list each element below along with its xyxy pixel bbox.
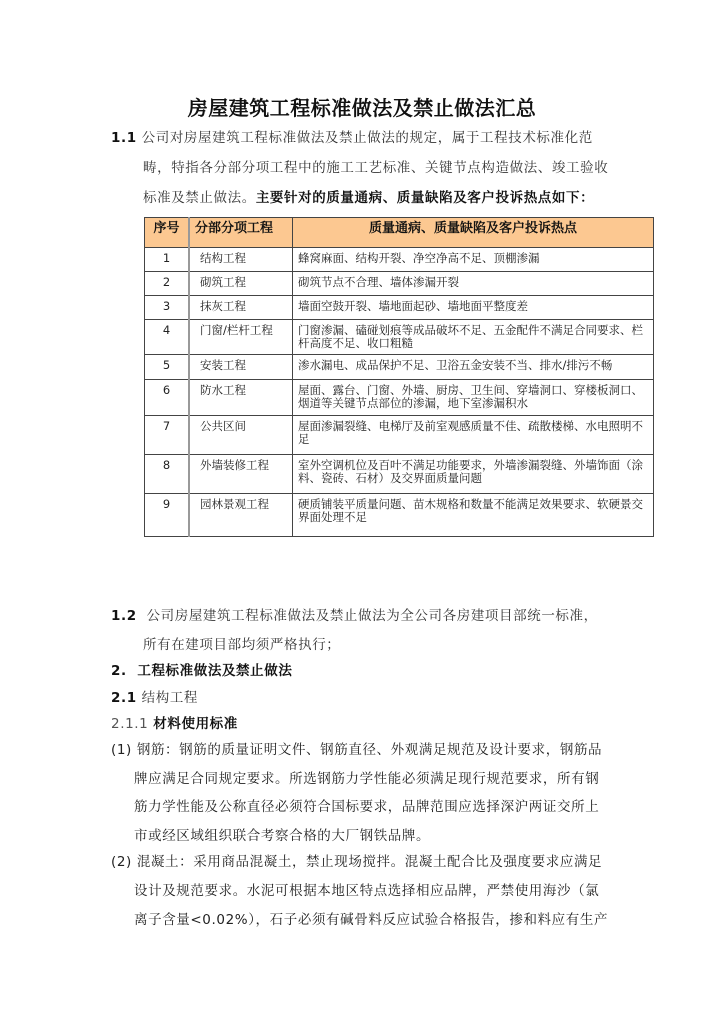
- row-issues: 砌筑节点不合理、墙体渗漏开裂: [293, 272, 654, 296]
- header-no: 序号: [145, 218, 190, 248]
- header-issues: 质量通病、质量缺陷及客户投诉热点: [293, 218, 654, 248]
- header-item: 分部分项工程: [189, 218, 293, 248]
- section-2-heading: [111, 659, 292, 679]
- document-title: 房屋建筑工程标准做法及禁止做法汇总: [187, 96, 537, 120]
- table-row: [145, 248, 654, 272]
- section-2-1-heading: [111, 686, 198, 706]
- paragraph-text: 公司对房屋建筑工程标准做法及禁止做法的规定，属于工程技术标准化范: [141, 130, 593, 146]
- row-item-name: 安装工程: [189, 355, 293, 380]
- section-number: 2.1: [111, 690, 137, 706]
- table-row: [145, 380, 654, 416]
- section-1-1-line1: [111, 126, 593, 146]
- row-issues: 蜂窝麻面、结构开裂、净空净高不足、顶棚渗漏: [293, 248, 654, 272]
- row-number: 1: [145, 248, 190, 272]
- item1-line: 市或经区域组织联合考察合格的大厂钢铁品牌。: [134, 828, 431, 844]
- item-number: (2): [111, 854, 132, 870]
- row-number: 6: [145, 380, 190, 416]
- table-row: [145, 272, 654, 296]
- row-item-name: 门窗/栏杆工程: [189, 320, 293, 355]
- row-issues: 屋面、露台、门窗、外墙、厨房、卫生间、穿墙洞口、穿楼板洞口、烟道等关键节点部位的渗漏，地下室渗漏积水: [293, 380, 654, 416]
- quality-issues-table: [144, 217, 654, 537]
- row-issues: 墙面空鼓开裂、墙地面起砂、墙地面平整度差: [293, 296, 654, 320]
- section-number: 2.1.1: [111, 716, 149, 732]
- item1-line: [111, 738, 602, 758]
- table-row: [145, 296, 654, 320]
- table-row: [145, 416, 654, 455]
- row-issues: 室外空调机位及百叶不满足功能要求，外墙渗漏裂缝、外墙饰面（涂料、瓷砖、石材）及交界面质量问题: [293, 455, 654, 494]
- item1-line: 牌应满足合同规定要求。所选钢筋力学性能必须满足现行规范要求，所有钢: [134, 771, 600, 787]
- row-issues: 门窗渗漏、磕碰划痕等成品破坏不足、五金配件不满足合同要求、栏杆高度不足、收口粗糙: [293, 320, 654, 355]
- paragraph-text: 标准及禁止做法。: [143, 190, 256, 206]
- row-number: 9: [145, 494, 190, 537]
- heading-text: 工程标准做法及禁止做法: [137, 663, 293, 679]
- table-row: [145, 355, 654, 380]
- section-number: 2.: [111, 663, 127, 679]
- section-1-2-line2: 所有在建项目部均须严格执行；: [143, 637, 341, 653]
- heading-text: 材料使用标准: [153, 716, 238, 732]
- table-row: [145, 320, 654, 355]
- row-number: 5: [145, 355, 190, 380]
- row-issues: 屋面渗漏裂缝、电梯厅及前室观感质量不佳、疏散楼梯、水电照明不足: [293, 416, 654, 455]
- paragraph-text: 公司房屋建筑工程标准做法及禁止做法为全公司各房建项目部统一标准，: [146, 608, 598, 624]
- row-number: 4: [145, 320, 190, 355]
- section-1-1-line3: [143, 186, 594, 206]
- paragraph-bold-text: 主要针对的质量通病、质量缺陷及客户投诉热点如下：: [255, 190, 595, 206]
- paragraph-text: 混凝土：采用商品混凝土，禁止现场搅拌。混凝土配合比及强度要求应满足: [136, 854, 603, 870]
- section-number: 1.2: [111, 608, 137, 624]
- row-number: 3: [145, 296, 190, 320]
- section-1-1-line2: 畴，特指各分部分项工程中的施工工艺标准、关键节点构造做法、竣工验收: [143, 160, 609, 176]
- section-2-1-1-heading: [111, 712, 238, 732]
- item2-line: [111, 850, 602, 870]
- row-item-name: 园林景观工程: [189, 494, 293, 537]
- item-number: (1): [111, 742, 132, 758]
- item2-line: 设计及规范要求。水泥可根据本地区特点选择相应品牌，严禁使用海沙（氯: [134, 883, 600, 899]
- row-number: 2: [145, 272, 190, 296]
- table-row: [145, 494, 654, 537]
- row-item-name: 公共区间: [189, 416, 293, 455]
- paragraph-text: 钢筋：钢筋的质量证明文件、钢筋直径、外观满足规范及设计要求，钢筋品: [136, 742, 603, 758]
- section-1-2-line1: [111, 604, 598, 624]
- row-item-name: 结构工程: [189, 248, 293, 272]
- row-number: 8: [145, 455, 190, 494]
- table-row: [145, 455, 654, 494]
- item1-line: 筋力学性能及公称直径必须符合国标要求，品牌范围应选择深沪两证交所上: [134, 799, 600, 815]
- item2-line: 离子含量<0.02%），石子必须有碱骨料反应试验合格报告，掺和料应有生产: [134, 912, 609, 928]
- row-issues: 渗水漏电、成品保护不足、卫浴五金安装不当、排水/排污不畅: [293, 355, 654, 380]
- row-item-name: 砌筑工程: [189, 272, 293, 296]
- row-number: 7: [145, 416, 190, 455]
- row-item-name: 抹灰工程: [189, 296, 293, 320]
- row-item-name: 外墙装修工程: [189, 455, 293, 494]
- section-number: 1.1: [111, 130, 137, 146]
- table-header-row: [145, 218, 654, 248]
- row-item-name: 防水工程: [189, 380, 293, 416]
- row-issues: 硬质铺装平质量问题、苗木规格和数量不能满足效果要求、软硬景交界面处理不足: [293, 494, 654, 537]
- heading-text: 结构工程: [141, 690, 199, 706]
